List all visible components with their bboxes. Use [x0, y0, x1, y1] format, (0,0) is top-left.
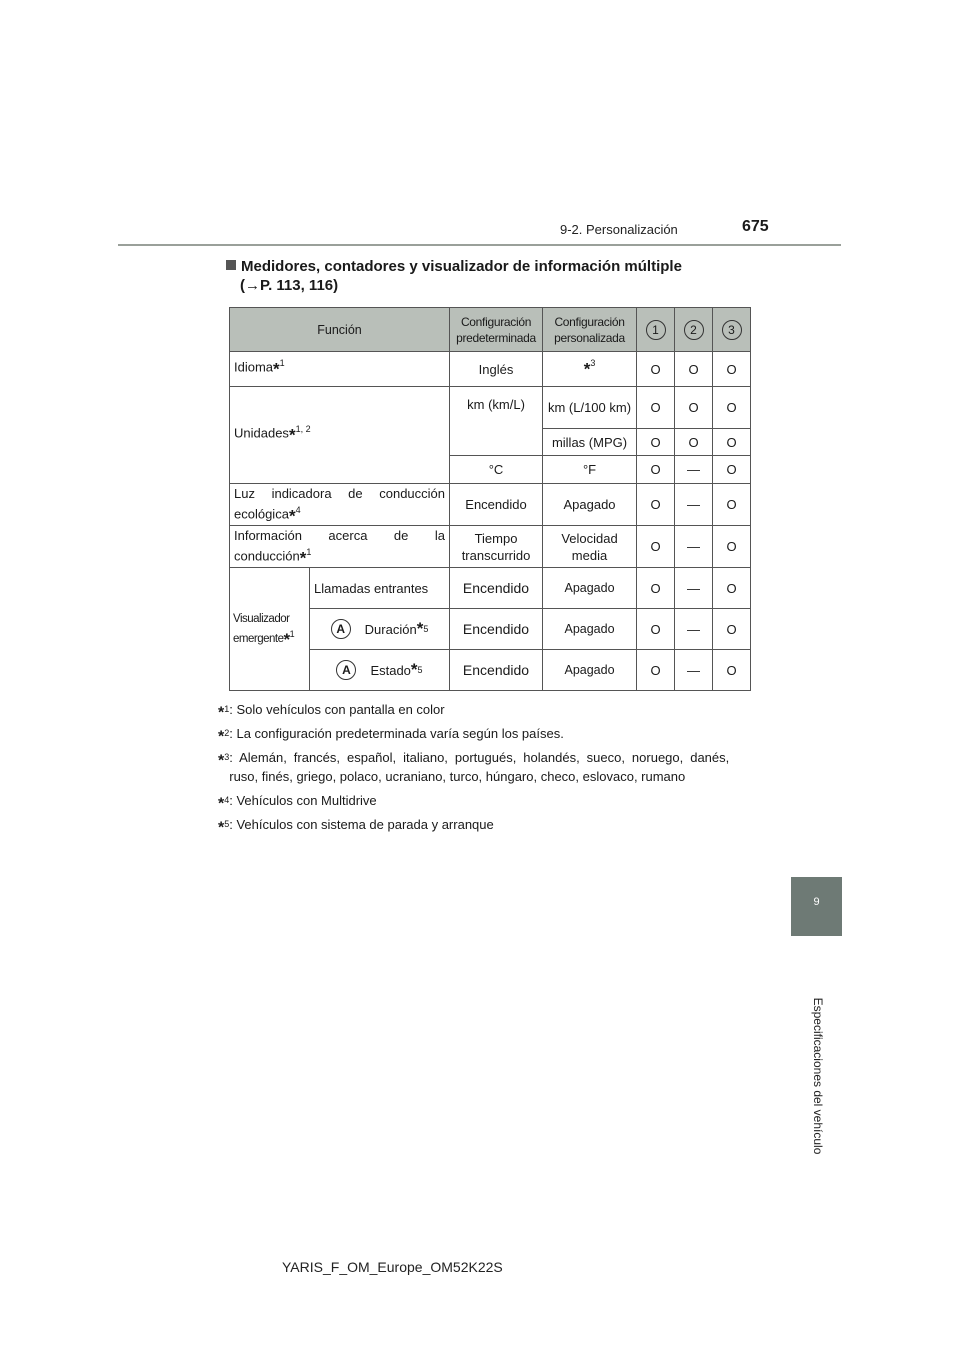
- circle-1-icon: 1: [646, 320, 666, 340]
- cell-custom: Apagado: [543, 484, 637, 526]
- cell-custom: km (L/100 km): [543, 387, 637, 429]
- cell-default: Tiempo transcurrido: [450, 526, 543, 568]
- letter-a-icon: A: [331, 619, 351, 639]
- header-funcion: Función: [230, 308, 450, 352]
- cell-c1: O: [637, 387, 675, 429]
- cell-c1: O: [637, 609, 675, 650]
- cell-c2: O: [675, 429, 713, 456]
- square-bullet-icon: [226, 260, 236, 270]
- footnote-3: *$^3$: Alemán, francés, español, italiano, portugués, holandés, sueco, noruego, danés, ruso, finés, griego, polaco, ucraniano, turco, húngaro, checo, eslovaco, rumano: [218, 750, 730, 784]
- cell-c3: O: [713, 352, 751, 387]
- cell-custom: millas (MPG): [543, 429, 637, 456]
- cell-c1: O: [637, 456, 675, 484]
- cell-c3: O: [713, 387, 751, 429]
- cell-c3: O: [713, 456, 751, 484]
- row-label-unidades: Unidades*$^{1, 2}$: [230, 387, 450, 484]
- cell-c3: O: [713, 650, 751, 691]
- cell-c1: O: [637, 484, 675, 526]
- cell-c2: —: [675, 609, 713, 650]
- cell-c3: O: [713, 526, 751, 568]
- header-default: Configuración predeterminada: [450, 308, 543, 352]
- cell-default: Encendido: [450, 484, 543, 526]
- cell-custom: Apagado: [543, 650, 637, 691]
- cell-custom: Apagado: [543, 609, 637, 650]
- cell-c2: —: [675, 568, 713, 609]
- popup-estado-label: A Estado * 5: [310, 650, 450, 691]
- table-row: [230, 484, 751, 526]
- cell-c1: O: [637, 429, 675, 456]
- cell-c3: O: [713, 568, 751, 609]
- header-col2: [675, 308, 713, 352]
- row-label-popup: Visualizador emergente*$^1$: [230, 568, 310, 691]
- popup-llamadas-label: Llamadas entrantes: [310, 568, 450, 609]
- header-col3: [713, 308, 751, 352]
- cell-c1: O: [637, 650, 675, 691]
- table-header-row: [230, 308, 751, 352]
- cell-default: °C: [450, 456, 543, 484]
- cell-default: km (km/L): [450, 387, 543, 456]
- cell-c2: —: [675, 456, 713, 484]
- cell-custom: Apagado: [543, 568, 637, 609]
- section-title: [226, 256, 682, 277]
- cell-c1: O: [637, 352, 675, 387]
- table-row: [230, 526, 751, 568]
- cell-c2: —: [675, 484, 713, 526]
- header-custom: Configuración personalizada: [543, 308, 637, 352]
- popup-duracion-label: A Duración * 5: [310, 609, 450, 650]
- cell-c1: O: [637, 526, 675, 568]
- cell-c3: O: [713, 429, 751, 456]
- header-col1: [637, 308, 675, 352]
- footnote-5: *$^5$: Vehículos con sistema de parada y arranque: [218, 817, 494, 837]
- cell-c2: —: [675, 650, 713, 691]
- footer-code: YARIS_F_OM_Europe_OM52K22S: [282, 1259, 503, 1275]
- table-row: [230, 352, 751, 387]
- page-number: 675: [742, 218, 769, 235]
- chapter-tab: 9: [791, 877, 842, 936]
- footnote-2: *$^2$: La configuración predeterminada varía según los países.: [218, 726, 564, 746]
- row-label-eco: Luz indicadora de conducción ecológica*$^4$: [230, 484, 450, 526]
- cell-custom: °F: [543, 456, 637, 484]
- cell-default: Encendido: [450, 568, 543, 609]
- cell-default: Encendido: [450, 650, 543, 691]
- section-reference: (→P. 113, 116): [240, 277, 339, 294]
- section-title-text: Medidores, contadores y visualizador de información múltiple: [241, 258, 682, 275]
- table-row: [230, 387, 751, 429]
- header-section: 9-2. Personalización: [560, 222, 678, 237]
- cell-default: Encendido: [450, 609, 543, 650]
- cell-c2: O: [675, 352, 713, 387]
- header-rule: [118, 244, 841, 246]
- footnote-1: *$^1$: Solo vehículos con pantalla en color: [218, 702, 445, 722]
- cell-c3: O: [713, 609, 751, 650]
- letter-a-icon: A: [336, 660, 356, 680]
- cell-c2: O: [675, 387, 713, 429]
- cell-c2: —: [675, 526, 713, 568]
- cell-default: Inglés: [450, 352, 543, 387]
- table-row: [230, 568, 751, 609]
- circle-2-icon: 2: [684, 320, 704, 340]
- footnote-4: *$^4$: Vehículos con Multidrive: [218, 793, 377, 813]
- cell-c1: O: [637, 568, 675, 609]
- settings-table: [229, 307, 751, 691]
- row-label-idioma: Idioma*$^1$: [230, 352, 450, 387]
- cell-c3: O: [713, 484, 751, 526]
- cell-custom: *$^3$: [543, 352, 637, 387]
- row-label-info: Información acerca de la conducción*$^1$: [230, 526, 450, 568]
- circle-3-icon: 3: [722, 320, 742, 340]
- cell-custom: Velocidad media: [543, 526, 637, 568]
